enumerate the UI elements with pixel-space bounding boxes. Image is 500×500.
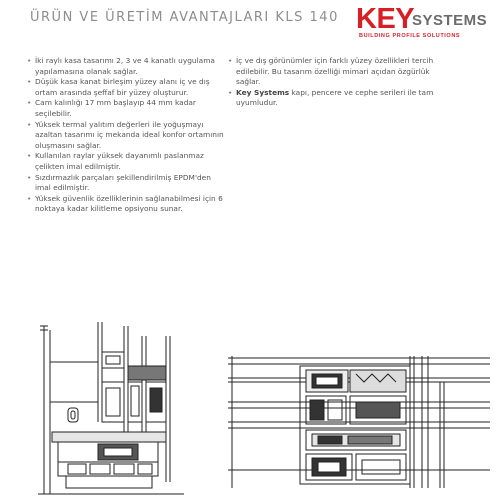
feature-item: • Yüksek güvenlik özelliklerinin sağlanabilmesi için 6 noktaya kadar kilitleme opsiyonu sunar. <box>27 194 227 215</box>
horizontal-section-drawing <box>228 352 492 492</box>
feature-item: • Yüksek termal yalıtım değerleri ile yoğuşmayı azaltan tasarımı iç mekanda ideal konfor ortamının oluşmasını sağlar. <box>27 120 227 152</box>
page-title: ÜRÜN VE ÜRETİM AVANTAJLARI KLS 140 <box>30 10 339 25</box>
feature-item: • İç ve dış görünümler için farklı yüzey özellikleri tercih edilebilir. Bu tasarım özelliği mimari açıdan özgürlük sağlar. <box>228 56 448 88</box>
logo-systems-text: SYSTEMS <box>412 12 488 29</box>
feature-item: • Sızdırmazlık parçaları şekillendirilmiş EPDM'den imal edilmiştir. <box>27 173 227 194</box>
logo-key-text: KEY <box>356 3 415 35</box>
features-list-right <box>228 56 448 109</box>
feature-item: • Cam kalınlığı 17 mm başlayıp 44 mm kadar seçilebilir. <box>27 98 227 119</box>
feature-item-compatibility <box>228 88 448 109</box>
feature-item: • İki raylı kasa tasarımı 2, 3 ve 4 kanatlı uygulama yapılamasına olanak sağlar. <box>27 56 227 77</box>
key-systems-logo <box>356 4 488 40</box>
brand-name: Key Systems <box>236 87 290 97</box>
logo-tagline: BUILDING PROFILE SOLUTIONS <box>359 33 461 39</box>
feature-item: • Kullanılan raylar yüksek dayanımlı paslanmaz çelikten imal edilmiştir. <box>27 151 227 172</box>
feature-item: • Düşük kasa kanat birleşim yüzey alanı iç ve dış ortam arasında şeffaf bir yüzey oluşturur. <box>27 77 227 98</box>
features-list-left <box>27 56 227 215</box>
vertical-section-drawing <box>38 322 188 497</box>
feature-item-text: kapı, pencere ve cephe serileri ile tam uyumludur. <box>236 87 434 108</box>
